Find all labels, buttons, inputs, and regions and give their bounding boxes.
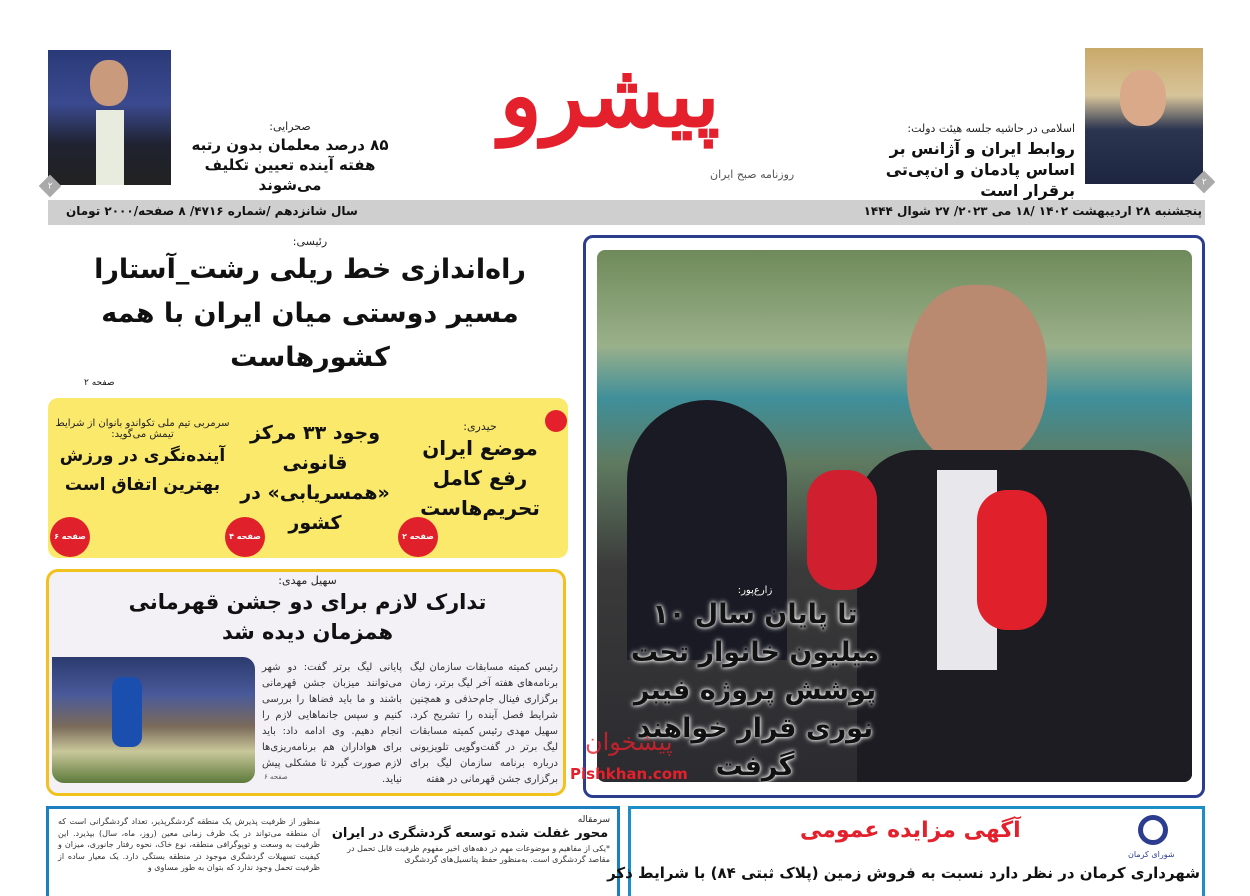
lead-story[interactable] [50,235,570,380]
teaser-left-headline[interactable]: ۸۵ درصد معلمان بدون رتبه هفته آینده تعیین تکلیف می‌شوند [191,136,389,194]
yellow-headline[interactable]: وجود ۳۳ مرکز قانونی «همسریابی» در کشور [240,422,390,534]
yellow-headline[interactable]: موضع ایران رفع کامل تحریم‌هاست [420,436,540,520]
watermark-url: Pishkhan.com [570,765,688,783]
date-text: پنجشنبه ۲۸ اردیبهشت ۱۴۰۲ /۱۸ می ۲۰۲۳/ ۲۷ شوال ۱۴۴۴ [863,204,1202,218]
editorial-kicker: سرمقاله [577,815,610,825]
kerman-logo-icon [1138,815,1168,845]
yellow-kicker: سرمربی تیم ملی تکواندو بانوان از شرایط تیمش می‌گوید: [55,418,230,440]
teaser-right-kicker: اسلامی در حاشیه جلسه هیئت دولت: [907,122,1075,135]
teaser-left[interactable] [180,120,400,195]
page-badge: صفحه ۲ [398,517,438,557]
editorial-intro: *یکی از مفاهیم و موضوعات مهم در دهه‌های اخیر مفهوم ظرفیت قابل تحمل در مقاصد گردشگری است. به‌منظور حفظ پتانسیل‌های گردشگری [347,844,610,864]
teaser-right-headline[interactable]: روابط ایران و آژانس بر اساس پادمان و ان‌پی‌تی برقرار است [885,139,1075,200]
yellow-headline[interactable]: آینده‌نگری در ورزش بهترین اتفاق است [59,446,226,495]
teaser-left-photo[interactable] [48,50,171,185]
editorial-headline[interactable]: محور غفلت شده توسعه گردشگری در ایران [331,826,609,841]
ad-text: شهرداری کرمان در نظر دارد نسبت به فروش زمین (پلاک ثبتی ۸۴) با شرایط ذکر [607,864,1200,882]
teaser-left-kicker: صحرایی: [269,120,311,133]
main-kicker: زارع‌پور: [737,585,773,596]
page-badge: صفحه ۴ [225,517,265,557]
yellow-story-3[interactable] [55,418,230,500]
lead-page: صفحه ۲ [84,378,115,388]
page-badge: صفحه ۶ [50,517,90,557]
teaser-right-page-badge: ۲ [1193,171,1216,194]
editorial[interactable] [330,815,610,865]
sports-headline[interactable]: تدارک لازم برای دو جشن قهرمانی همزمان دیده شد [128,590,487,644]
sports-kicker: سهیل مهدی: [278,574,337,587]
teaser-left-page-badge: ۲ [39,175,62,198]
main-headline[interactable]: تا پایان سال ۱۰ میلیون خانوار تحت پوشش پروژه فیبر نوری قرار خواهند گرفت [630,599,880,782]
watermark: پیشخوان [585,728,673,756]
yellow-story-1[interactable] [400,420,560,523]
lead-kicker: رئیسی: [292,235,328,248]
sports-page: صفحه ۶ [264,773,288,781]
sports-col-1: رئیس کمیته مسابقات سازمان لیگ برنامه‌های هفته آخر لیگ برتر، زمان برگزاری فینال جام‌حذفی و همچنین شرایط فصل آینده را تشریح کرد. سهیل مهدی رئیس کمیته مسابقات لیگ برتر در گفت‌وگویی تلویزیونی درباره برنامه سازمان لیگ برای برگزاری جشن قهرمانی در هفته [410,662,558,785]
masthead-tagline: روزنامه صبح ایران [710,168,795,181]
teaser-right-photo[interactable] [1085,48,1203,184]
sports-story[interactable] [60,574,555,647]
yellow-kicker: حیدری: [463,420,497,433]
editorial-body: منظور از ظرفیت پذیرش یک منطقه گردشگرپذیر، تعداد گردشگرانی است که آن منطقه می‌تواند در یک ظرف زمانی معین (روز، ماه، سال) بپذیرد. این ظرفیت به وسعت و توپوگرافی منطقه، نوع خاک، نحوه رفتار جانوری، میزان و کیفیت تسهیلات گردشگری موجود در منطقه بستگی دارد. یک معیار ساده از ظرفیت تحمل وجود ندارد که بتوان به طور مساوی و [58,817,320,872]
issue-text: سال شانزدهم /شماره ۴۷۱۶/ ۸ صفحه/۲۰۰۰ تومان [66,204,358,218]
ad-title[interactable]: آگهی مزایده عمومی [800,818,1021,843]
masthead-title: پیشرو [499,43,720,147]
ad-org: شورای کرمان [1128,850,1175,859]
lead-headline[interactable]: راه‌اندازی خط ریلی رشت_آستارا مسیر دوستی میان ایران با همه کشورهاست [94,254,526,373]
sports-photo[interactable] [52,657,255,783]
teaser-right[interactable] [860,122,1075,201]
sports-col-2: پایانی لیگ برتر گفت: دو شهر می‌توانند میزبان جشن قهرمانی باشند و ما باید فضاها را بررسی کنیم و سپس جانماهایی لازم را انجام دهیم. وی ادامه داد: باید برای هواداران هم برنامه‌ریزی‌ها لازم صورت گیرد تا مشکلی پیش نیاید. [262,662,402,785]
